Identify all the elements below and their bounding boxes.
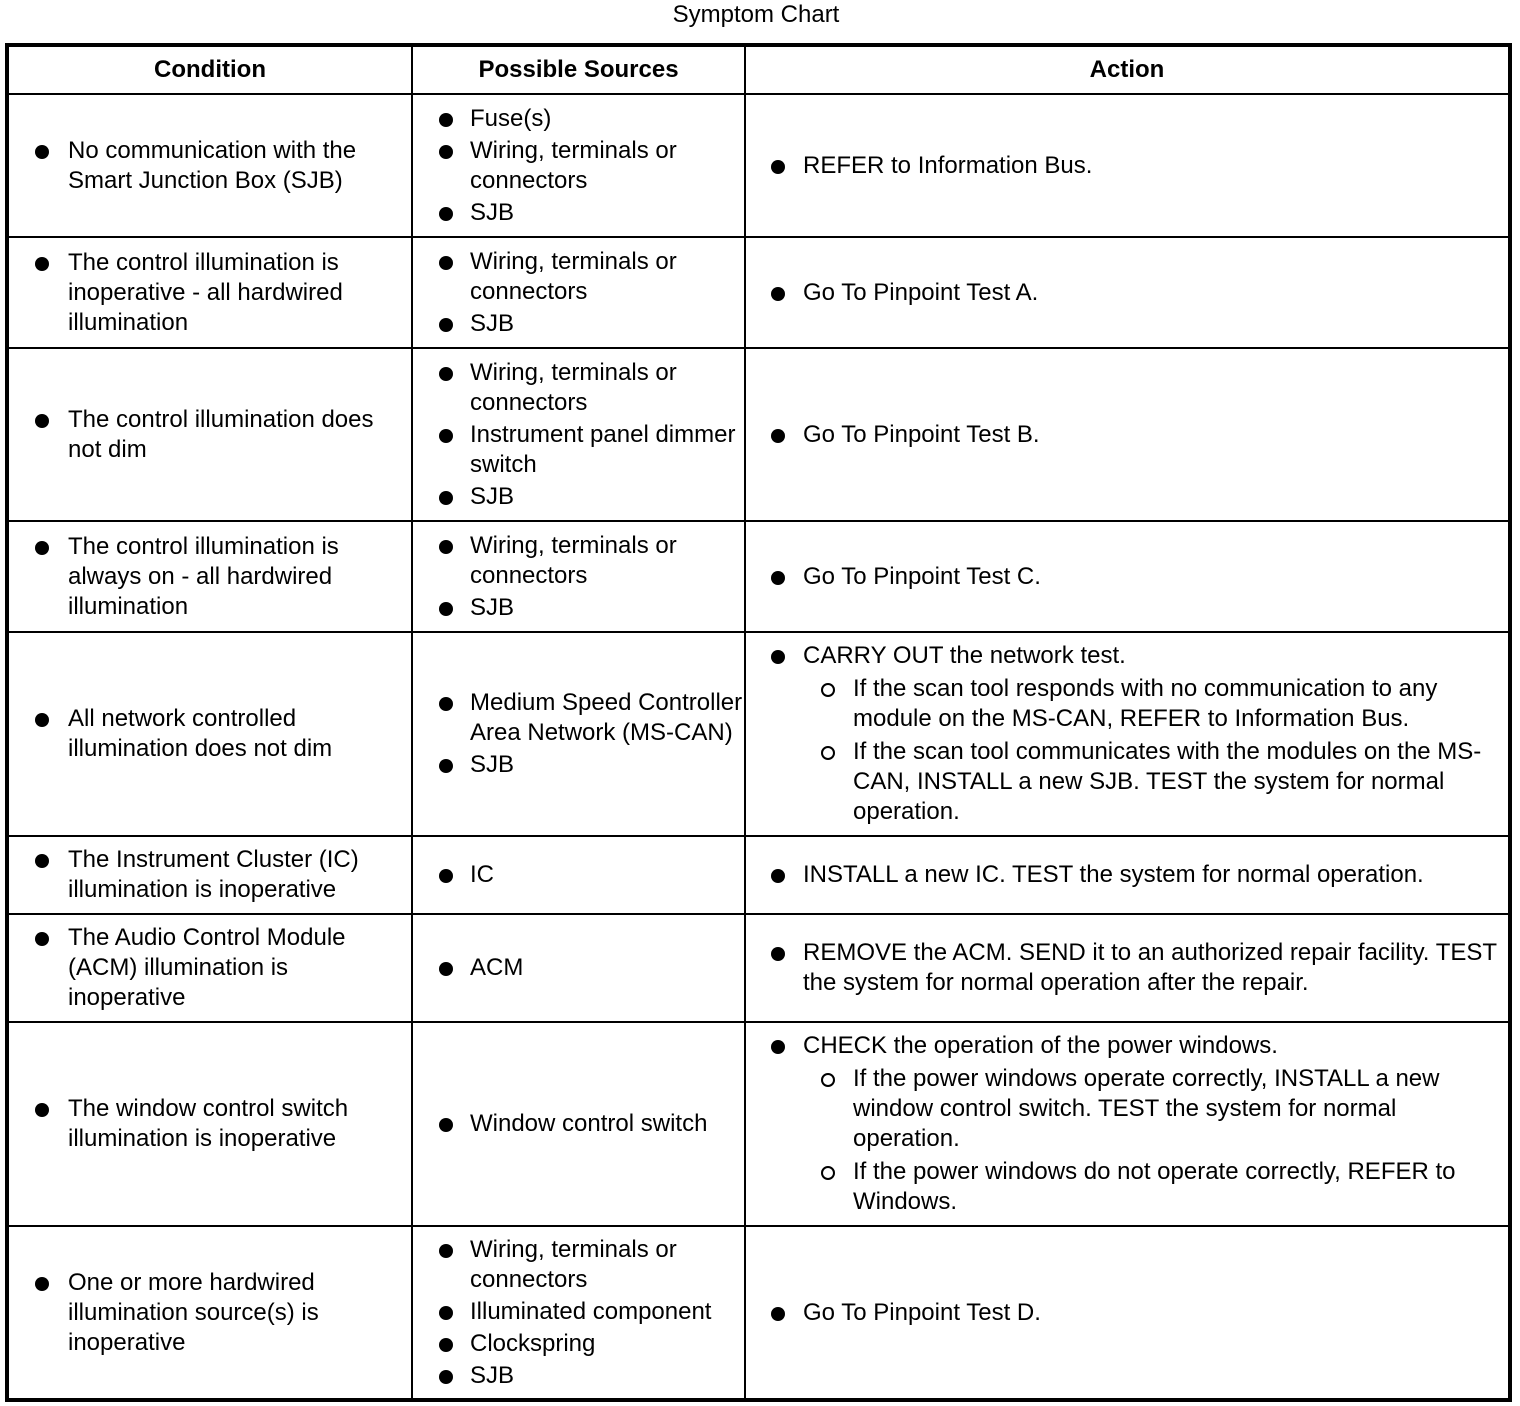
action-sub-list: [803, 674, 1508, 827]
sources-list: [413, 860, 744, 890]
condition-list: [9, 845, 411, 905]
action-item: [746, 641, 1508, 827]
table-row: [7, 914, 1510, 1022]
table-row: [7, 632, 1510, 836]
condition-text: The control illumination is inoperative - all hardwired illumination: [68, 248, 343, 336]
action-cell: [745, 914, 1510, 1022]
action-list: [746, 420, 1508, 450]
bullet-icon: [35, 145, 49, 159]
source-item: [413, 1235, 744, 1295]
action-sub-text: If the scan tool responds with no communication to any module on the MS-CAN, REFER to Information Bus.: [853, 674, 1438, 732]
action-item: [746, 420, 1508, 450]
condition-cell: [7, 1226, 412, 1400]
source-text: SJB: [470, 593, 515, 621]
condition-list: [9, 136, 411, 196]
bullet-icon: [439, 113, 453, 127]
bullet-icon: [439, 759, 453, 773]
condition-item: [9, 704, 411, 764]
action-sub-text: If the power windows operate correctly, INSTALL a new window control switch. TEST the system for normal operation.: [853, 1064, 1440, 1152]
action-text: Go To Pinpoint Test A.: [803, 278, 1039, 306]
source-text: SJB: [470, 198, 515, 226]
source-item: [413, 860, 744, 890]
source-text: IC: [470, 861, 494, 888]
condition-text: The window control switch illumination is inoperative: [68, 1095, 349, 1152]
bullet-icon: [439, 962, 453, 976]
table-row: [7, 237, 1510, 348]
bullet-icon: [439, 491, 453, 505]
condition-item: [9, 405, 411, 465]
sources-cell: [412, 836, 745, 914]
source-text: Clockspring: [470, 1329, 596, 1357]
action-cell: [745, 836, 1510, 914]
chart-title: Symptom Chart: [672, 1, 840, 28]
table-row: [7, 836, 1510, 914]
action-sub-item: [803, 1157, 1508, 1217]
sources-cell: [412, 521, 745, 632]
action-cell: [745, 1022, 1510, 1226]
sources-cell: [412, 348, 745, 521]
bullet-icon: [439, 1370, 453, 1384]
action-list: [746, 1031, 1508, 1217]
condition-text: The control illumination does not dim: [68, 405, 374, 463]
source-text: Wiring, terminals or connectors: [470, 1235, 677, 1293]
action-list: [746, 860, 1508, 890]
sources-list: [413, 247, 744, 339]
condition-cell: [7, 914, 412, 1022]
source-item: [413, 482, 744, 512]
condition-item: [9, 136, 411, 196]
condition-text: All network controlled illumination does not dim: [68, 705, 333, 762]
condition-item: [9, 845, 411, 905]
bullet-icon: [439, 869, 453, 883]
sources-list: [413, 531, 744, 623]
action-list: [746, 641, 1508, 827]
sources-cell: [412, 632, 745, 836]
condition-list: [9, 923, 411, 1013]
sources-list: [413, 358, 744, 512]
hollow-bullet-icon: [821, 1073, 835, 1087]
sources-list: [413, 953, 744, 983]
bullet-icon: [35, 414, 49, 428]
condition-cell: [7, 1022, 412, 1226]
bullet-icon: [771, 1040, 785, 1054]
source-item: [413, 358, 744, 418]
bullet-icon: [439, 1306, 453, 1320]
action-text: Go To Pinpoint Test D.: [803, 1298, 1041, 1326]
source-text: SJB: [470, 1361, 515, 1389]
bullet-icon: [771, 947, 785, 961]
action-item: [746, 562, 1508, 592]
condition-list: [9, 1268, 411, 1358]
bullet-icon: [439, 602, 453, 616]
action-list: [746, 1298, 1508, 1328]
sources-list: [413, 688, 744, 780]
action-cell: [745, 632, 1510, 836]
hollow-bullet-icon: [821, 746, 835, 760]
action-cell: [745, 94, 1510, 237]
bullet-icon: [35, 713, 49, 727]
source-text: Fuse(s): [470, 104, 552, 132]
condition-item: [9, 1268, 411, 1358]
action-sub-text: If the scan tool communicates with the modules on the MS-CAN, INSTALL a new SJB. TEST the system for normal operation.: [853, 737, 1482, 825]
action-cell: [745, 521, 1510, 632]
bullet-icon: [35, 257, 49, 271]
action-item: [746, 278, 1508, 308]
condition-list: [9, 405, 411, 465]
table-row: [7, 521, 1510, 632]
action-list: [746, 151, 1508, 181]
source-item: [413, 531, 744, 591]
action-item: [746, 860, 1508, 890]
condition-cell: [7, 94, 412, 237]
bullet-icon: [771, 287, 785, 301]
condition-text: The Instrument Cluster (IC) illumination is inoperative: [68, 846, 359, 903]
source-item: [413, 247, 744, 307]
header-possible-sources: Possible Sources: [412, 45, 745, 94]
condition-item: [9, 923, 411, 1013]
bullet-icon: [439, 540, 453, 554]
sources-cell: [412, 1226, 745, 1400]
source-text: Wiring, terminals or connectors: [470, 136, 677, 194]
bullet-icon: [439, 367, 453, 381]
condition-list: [9, 704, 411, 764]
source-item: [413, 1109, 744, 1139]
bullet-icon: [439, 256, 453, 270]
sources-cell: [412, 94, 745, 237]
source-item: [413, 309, 744, 339]
source-text: SJB: [470, 309, 515, 337]
source-text: Illuminated component: [470, 1297, 712, 1325]
bullet-icon: [439, 1338, 453, 1352]
table-body: [7, 94, 1510, 1400]
condition-list: [9, 1094, 411, 1154]
action-list: [746, 278, 1508, 308]
bullet-icon: [439, 1244, 453, 1258]
action-text: Go To Pinpoint Test C.: [803, 562, 1041, 590]
table-row: [7, 1022, 1510, 1226]
source-text: ACM: [470, 954, 524, 981]
source-item: [413, 104, 744, 134]
bullet-icon: [439, 318, 453, 332]
sources-list: [413, 1109, 744, 1139]
action-text: CHECK the operation of the power windows.: [803, 1031, 1278, 1059]
action-sub-item: [803, 674, 1508, 734]
condition-text: No communication with the Smart Junction Box (SJB): [68, 136, 357, 194]
bullet-icon: [771, 160, 785, 174]
header-condition: Condition: [7, 45, 412, 94]
source-item: [413, 420, 744, 480]
action-cell: [745, 348, 1510, 521]
source-item: [413, 198, 744, 228]
source-item: [413, 953, 744, 983]
bullet-icon: [35, 1103, 49, 1117]
source-text: SJB: [470, 482, 515, 510]
action-sub-item: [803, 1064, 1508, 1154]
condition-list: [9, 248, 411, 338]
source-item: [413, 1297, 744, 1327]
hollow-bullet-icon: [821, 1166, 835, 1180]
source-text: Wiring, terminals or connectors: [470, 531, 677, 589]
action-item: [746, 938, 1508, 998]
action-text: REFER to Information Bus.: [803, 151, 1093, 179]
table-row: [7, 348, 1510, 521]
action-list: [746, 938, 1508, 998]
sources-cell: [412, 914, 745, 1022]
source-text: Wiring, terminals or connectors: [470, 358, 677, 416]
hollow-bullet-icon: [821, 683, 835, 697]
action-cell: [745, 1226, 1510, 1400]
action-text: CARRY OUT the network test.: [803, 641, 1126, 669]
condition-item: [9, 248, 411, 338]
bullet-icon: [771, 869, 785, 883]
bullet-icon: [35, 932, 49, 946]
sources-cell: [412, 237, 745, 348]
bullet-icon: [35, 1277, 49, 1291]
condition-cell: [7, 348, 412, 521]
sources-list: [413, 104, 744, 228]
bullet-icon: [771, 571, 785, 585]
header-row: [7, 45, 1510, 94]
condition-item: [9, 532, 411, 622]
action-list: [746, 562, 1508, 592]
table-row: [7, 1226, 1510, 1400]
bullet-icon: [439, 207, 453, 221]
action-sub-list: [803, 1064, 1508, 1217]
action-cell: [745, 237, 1510, 348]
table-row: [7, 94, 1510, 237]
bullet-icon: [439, 697, 453, 711]
condition-text: The Audio Control Module (ACM) illumination is inoperative: [68, 924, 346, 1011]
bullet-icon: [771, 650, 785, 664]
source-item: [413, 688, 744, 748]
action-text: REMOVE the ACM. SEND it to an authorized repair facility. TEST the system for normal operation after the repair.: [803, 939, 1497, 996]
condition-text: The control illumination is always on - all hardwired illumination: [68, 532, 339, 620]
action-item: [746, 1031, 1508, 1217]
source-item: [413, 136, 744, 196]
bullet-icon: [439, 429, 453, 443]
source-item: [413, 593, 744, 623]
bullet-icon: [439, 145, 453, 159]
condition-cell: [7, 237, 412, 348]
source-text: SJB: [470, 751, 515, 778]
bullet-icon: [771, 429, 785, 443]
condition-text: One or more hardwired illumination source(s) is inoperative: [68, 1268, 319, 1356]
action-sub-item: [803, 737, 1508, 827]
bullet-icon: [771, 1307, 785, 1321]
action-sub-text: If the power windows do not operate correctly, REFER to Windows.: [853, 1157, 1456, 1215]
condition-item: [9, 1094, 411, 1154]
source-text: Instrument panel dimmer switch: [470, 420, 736, 478]
bullet-icon: [439, 1118, 453, 1132]
header-action: Action: [745, 45, 1510, 94]
action-item: [746, 151, 1508, 181]
source-item: [413, 1329, 744, 1359]
source-text: Window control switch: [470, 1110, 708, 1137]
bullet-icon: [35, 854, 49, 868]
action-text: Go To Pinpoint Test B.: [803, 420, 1040, 448]
source-item: [413, 1361, 744, 1391]
condition-list: [9, 532, 411, 622]
action-text: INSTALL a new IC. TEST the system for normal operation.: [803, 861, 1424, 888]
condition-cell: [7, 521, 412, 632]
symptom-table: [5, 43, 1512, 1402]
source-item: [413, 750, 744, 780]
bullet-icon: [35, 541, 49, 555]
condition-cell: [7, 836, 412, 914]
sources-list: [413, 1235, 744, 1391]
condition-cell: [7, 632, 412, 836]
sources-cell: [412, 1022, 745, 1226]
source-text: Medium Speed Controller Area Network (MS-CAN): [470, 689, 743, 746]
action-item: [746, 1298, 1508, 1328]
source-text: Wiring, terminals or connectors: [470, 247, 677, 305]
